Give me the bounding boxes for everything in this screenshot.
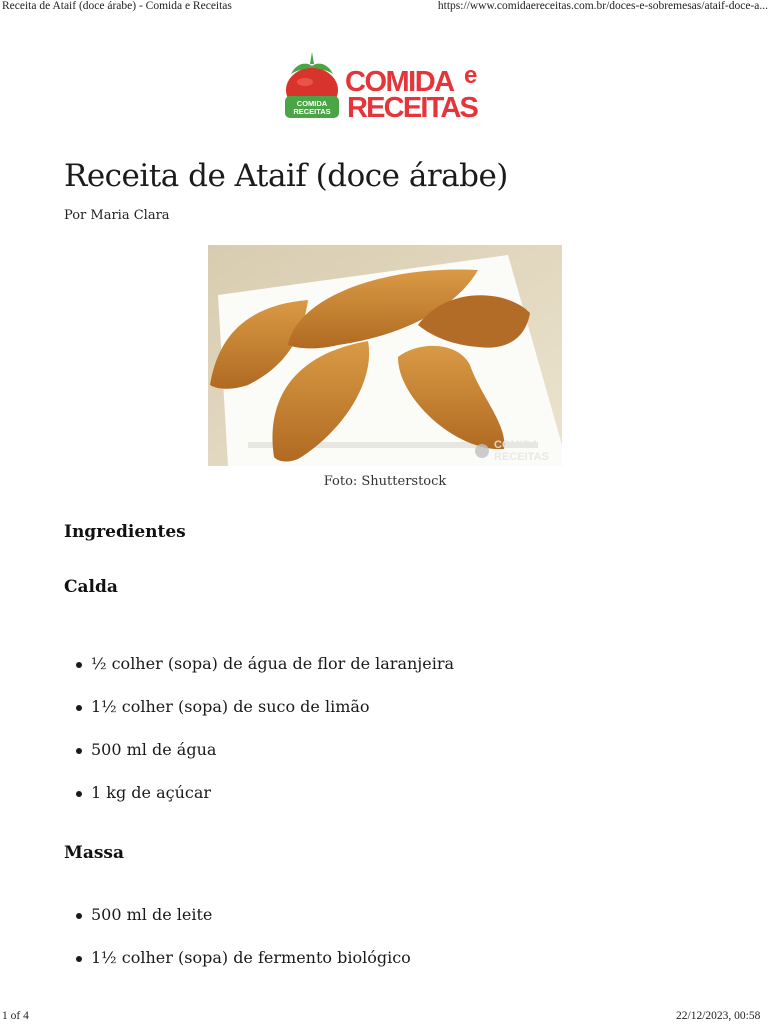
list-item: 1½ colher (sopa) de suco de limão bbox=[64, 697, 454, 740]
svg-text:RECEITAS: RECEITAS bbox=[347, 92, 478, 120]
print-header bbox=[0, 0, 768, 14]
svg-text:COMIDA: COMIDA bbox=[494, 439, 539, 451]
print-url: https://www.comidaereceitas.com.br/doces-e-sobremesas/ataif-doce-a... bbox=[437, 0, 768, 12]
svg-text:RECEITAS: RECEITAS bbox=[293, 107, 331, 116]
svg-text:COMIDA: COMIDA bbox=[345, 66, 454, 98]
ingredient-list-massa bbox=[64, 905, 411, 991]
svg-text:COMIDA: COMIDA bbox=[296, 99, 328, 108]
section-heading-massa: Massa bbox=[64, 843, 124, 863]
recipe-title: Receita de Ataif (doce árabe) bbox=[64, 158, 508, 194]
list-item: ½ colher (sopa) de água de flor de laranjeira bbox=[64, 654, 454, 697]
svg-text:RECEITAS: RECEITAS bbox=[494, 451, 549, 463]
page-count: 1 of 4 bbox=[2, 1010, 29, 1022]
print-datetime: 22/12/2023, 00:58 bbox=[676, 1010, 761, 1022]
ingredient-list-calda bbox=[64, 654, 454, 826]
list-item: 500 ml de leite bbox=[64, 905, 411, 948]
print-page-title: Receita de Ataif (doce árabe) - Comida e Receitas bbox=[2, 0, 232, 12]
list-item: 500 ml de água bbox=[64, 740, 454, 783]
site-logo[interactable] bbox=[283, 50, 489, 120]
list-item: 1 kg de açúcar bbox=[64, 783, 454, 826]
print-footer bbox=[0, 1008, 768, 1024]
logo-graphic bbox=[283, 50, 489, 120]
photo-caption: Foto: Shutterstock bbox=[323, 474, 447, 489]
recipe-photo bbox=[208, 245, 562, 466]
ingredients-heading: Ingredientes bbox=[64, 522, 186, 542]
ataif-photo bbox=[208, 245, 562, 466]
author-byline: Por Maria Clara bbox=[64, 208, 170, 223]
list-item: 1½ colher (sopa) de fermento biológico bbox=[64, 948, 411, 991]
section-heading-calda: Calda bbox=[64, 577, 118, 597]
svg-text:e: e bbox=[464, 62, 478, 89]
